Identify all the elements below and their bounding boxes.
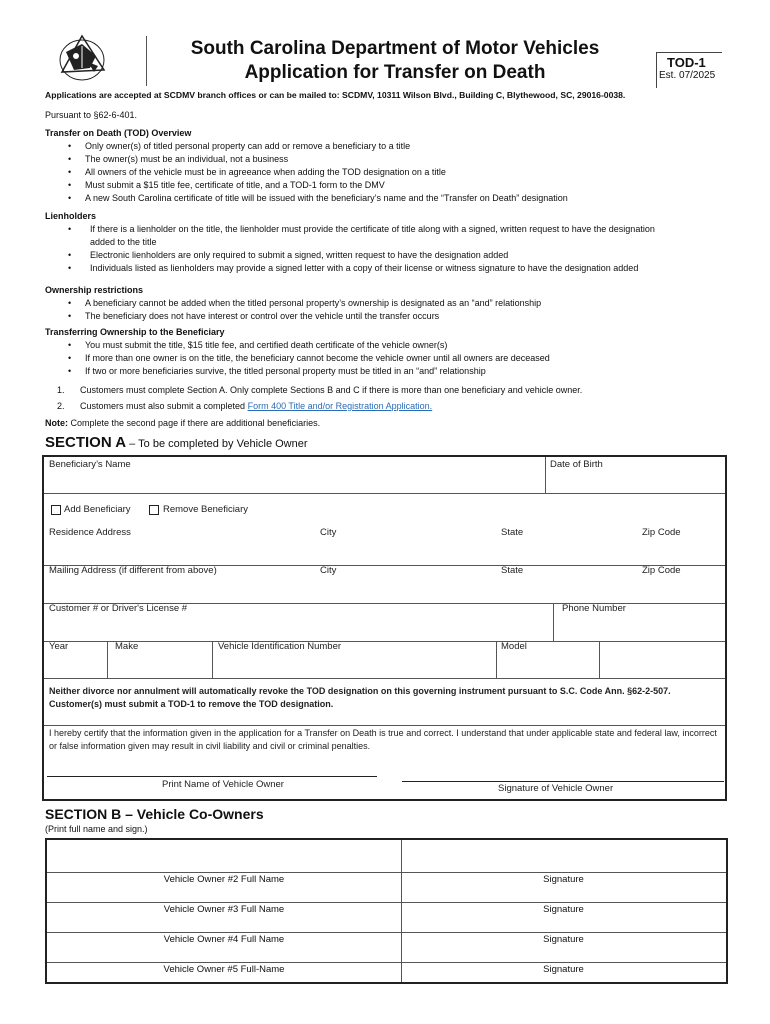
overview-list [68,140,708,205]
owner-5-signature-field[interactable]: Signature [543,964,584,975]
page-title-line1: South Carolina Department of Motor Vehicles [190,38,600,59]
restrictions-list [68,297,708,323]
section-a-form [42,455,727,801]
page-title-line2: Application for Transfer on Death [244,62,546,83]
list-item: • If two or more beneficiaries survive, the titled personal property must be titled in an “and” relationship [68,365,708,378]
year-field[interactable]: Year [49,641,69,652]
list-item: • If there is a lienholder on the title, the lienholder must provide the certificate of title along with a signed, written request to have the designation added to the title [68,223,658,249]
owner-4-signature-field[interactable]: Signature [543,934,584,945]
section-b-title: SECTION B – Vehicle Co-Owners [45,806,264,822]
tod-warning: Neither divorce nor annulment will automatically revoke the TOD designation on this governing instrument pursuant to S.C. Code Ann. §62-2-507. Customer(s) must submit a TOD-1 to remove the TOD designation. [49,686,671,709]
pursuant-statute: Pursuant to §62-6-401. [45,110,138,120]
residence-city-field[interactable]: City [320,527,337,538]
note-label: Note: [45,418,68,428]
owner-4-name-field[interactable]: Vehicle Owner #4 Full Name [163,934,285,945]
add-beneficiary-checkbox[interactable] [51,505,61,515]
form-400-link[interactable]: Form 400 Title and/or Registration Application. [247,401,433,411]
owner-5-name-field[interactable]: Vehicle Owner #5 Full-Name [163,964,285,975]
note-text: Complete the second page if there are additional beneficiaries. [68,418,321,428]
mailing-state-field[interactable]: State [501,565,524,576]
section-a-label: SECTION A [45,434,127,451]
list-item: • Individuals listed as lienholders may provide a signed letter with a copy of their license or witness signature to have the designation added [68,262,658,275]
list-item: • Must submit a $15 title fee, certificate of title, and a TOD-1 form to the DMV [68,179,708,192]
owner-3-name-field[interactable]: Vehicle Owner #3 Full Name [163,904,285,915]
list-item: • A beneficiary cannot be added when the titled personal property’s ownership is designated as an “and” relationship [68,297,708,310]
restrictions-heading: Ownership restrictions [45,285,144,295]
list-item: • Electronic lienholders are only required to submit a signed, written request to have the designation added [68,249,658,262]
section-a-subtitle: – To be completed by Vehicle Owner [126,438,308,450]
date-of-birth-field[interactable]: Date of Birth [550,459,603,470]
residence-address-field[interactable]: Residence Address [49,527,131,538]
transferring-heading: Transferring Ownership to the Beneficiary [45,327,225,337]
step-2-prefix: Customers must also submit a completed [80,401,248,411]
transferring-list [68,339,708,378]
vin-field[interactable]: Vehicle Identification Number [218,641,342,652]
list-item: • The owner(s) must be an individual, not a business [68,153,708,166]
list-item: • Only owner(s) of titled personal property can add or remove a beneficiary to a title [68,140,708,153]
remove-beneficiary-label: Remove Beneficiary [163,504,249,515]
add-beneficiary-label: Add Beneficiary [64,504,131,515]
customer-number-field[interactable]: Customer # or Driver's License # [49,603,188,614]
mailing-address-field[interactable]: Mailing Address (if different from above) [49,565,217,576]
model-field[interactable]: Model [501,641,527,652]
form-date: Est. 07/2025 [659,70,716,81]
step-number-2: 2. [57,401,65,411]
step-2-text [80,400,720,413]
lienholders-heading: Lienholders [45,211,97,221]
residence-state-field[interactable]: State [501,527,524,538]
mailing-zip-field[interactable]: Zip Code [642,565,681,576]
form-id-box [656,52,722,88]
section-a-title [45,434,308,451]
overview-heading: Transfer on Death (TOD) Overview [45,128,192,138]
form-code: TOD-1 [667,55,706,70]
list-item: • You must submit the title, $15 title fee, and certified death certificate of the vehicle owner(s) [68,339,708,352]
list-item: • If more than one owner is on the title, the beneficiary cannot become the vehicle owner until all owners are deceased [68,352,708,365]
certification-text: I hereby certify that the information given in the application for a Transfer on Death is true and correct. I understand that under applicable state and federal law, incorrect or false information given may result in civil liability and civil or criminal penalties. [49,728,717,751]
owner-2-name-field[interactable]: Vehicle Owner #2 Full Name [163,874,285,885]
owner-2-signature-field[interactable]: Signature [543,874,584,885]
list-item: • The beneficiary does not have interest or control over the vehicle until the transfer occurs [68,310,708,323]
step-number-1: 1. [57,385,65,395]
residence-zip-field[interactable]: Zip Code [642,527,681,538]
mailing-instructions: Applications are accepted at SCDMV branch offices or can be mailed to: SCDMV, 10311 Wilson Blvd., Building C, Blythewood, SC, 29016-0038. [45,90,626,100]
list-item: • A new South Carolina certificate of title will be issued with the beneficiary’s name and the “Transfer on Death” designation [68,192,708,205]
step-1-text: Customers must complete Section A. Only complete Sections B and C if there is more than one beneficiary and vehicle owner. [80,385,583,395]
beneficiary-name-field[interactable]: Beneficiary’s Name [49,459,131,470]
scdmv-logo [52,32,112,84]
print-name-field[interactable]: Print Name of Vehicle Owner [162,779,284,790]
owner-3-signature-field[interactable]: Signature [543,904,584,915]
section-b-form [45,838,728,984]
make-field[interactable]: Make [115,641,139,652]
owner-signature-field[interactable]: Signature of Vehicle Owner [498,783,614,794]
mailing-city-field[interactable]: City [320,565,337,576]
remove-beneficiary-checkbox[interactable] [149,505,159,515]
section-b-subtitle: (Print full name and sign.) [45,824,148,834]
note [45,417,685,430]
phone-number-field[interactable]: Phone Number [562,603,626,614]
list-item: • All owners of the vehicle must be in agreeance when adding the TOD designation on a title [68,166,708,179]
lienholders-list [68,223,658,275]
header-divider [146,36,147,86]
